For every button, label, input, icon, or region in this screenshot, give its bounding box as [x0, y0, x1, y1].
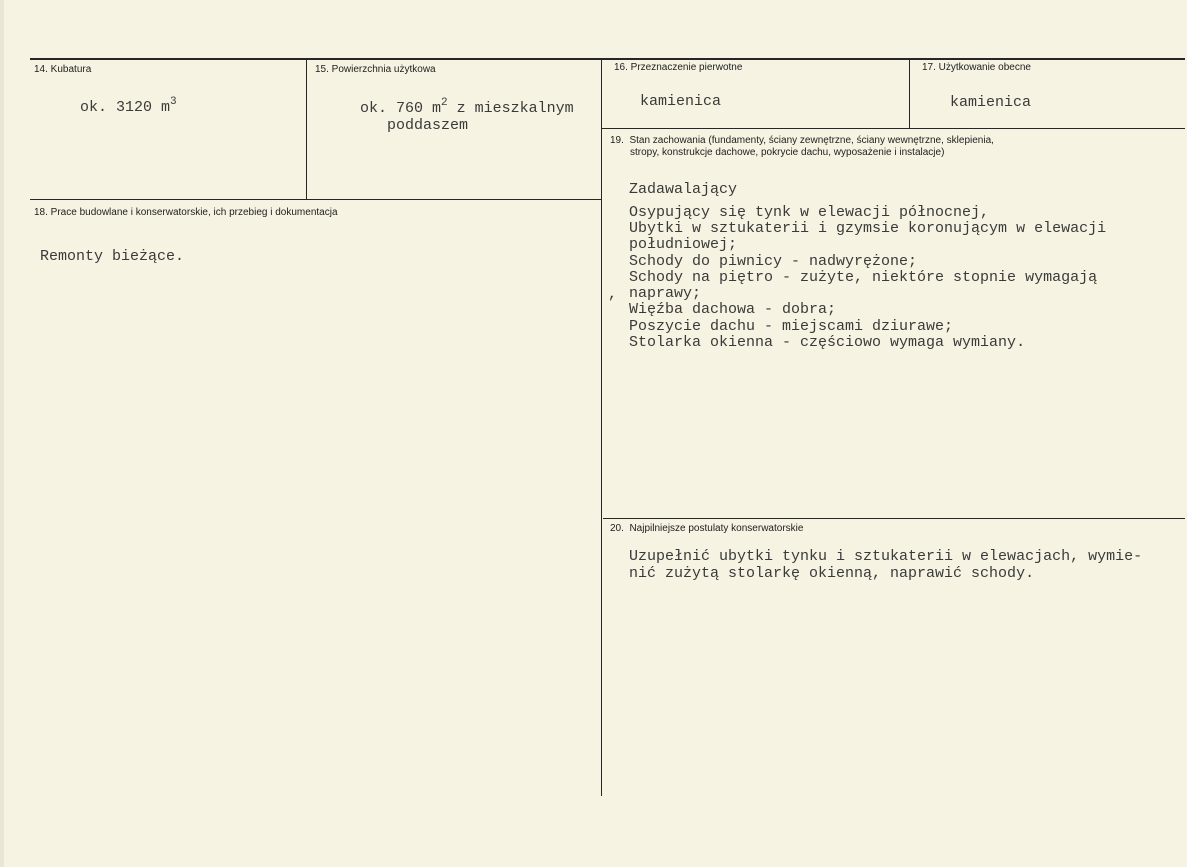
field-16-value: kamienica	[640, 93, 722, 110]
field-14-value	[80, 96, 177, 116]
field-19-line: naprawy;	[629, 285, 702, 302]
rule-under-14-15	[30, 199, 601, 200]
field-15-value-line-1	[360, 97, 574, 117]
top-rule	[30, 58, 1185, 60]
field-15-value-text: ok. 760 m	[360, 100, 442, 117]
field-19-line: Poszycie dachu - miejscami dziurawe;	[629, 318, 954, 335]
field-19-line: Osypujący się tynk w elewacji północnej,	[629, 204, 990, 221]
field-19-margin-mark: ,	[608, 286, 618, 303]
field-18-value: Remonty bieżące.	[40, 248, 185, 265]
field-19-line: południowej;	[629, 236, 738, 253]
center-divider	[601, 59, 602, 796]
field-20-label: 20. Najpilniejsze postulaty konserwatorskie	[610, 523, 804, 534]
field-19-line: Stolarka okienna - częściowo wymaga wymiany.	[629, 334, 1026, 351]
field-14-label: 14. Kubatura	[34, 64, 92, 75]
rule-under-16-17	[601, 128, 1185, 129]
field-15-label: 15. Powierzchnia użytkowa	[315, 64, 436, 75]
field-19-line: Więźba dachowa - dobra;	[629, 301, 837, 318]
field-15-unit-exponent: 2	[441, 97, 448, 109]
field-17-value: kamienica	[950, 94, 1032, 111]
field-17-label: 17. Użytkowanie obecne	[922, 62, 1031, 73]
field-14-unit-exponent: 3	[170, 96, 177, 108]
field-16-label: 16. Przeznaczenie pierwotne	[614, 62, 743, 73]
field-15-value-line-2: poddaszem	[387, 117, 469, 134]
rule-above-20	[603, 518, 1185, 519]
divider-16-17	[909, 59, 910, 129]
field-20-line: Uzupełnić ubytki tynku i sztukaterii w elewacjach, wymie-	[629, 548, 1143, 565]
card-left-edge	[0, 0, 4, 867]
divider-14-15	[306, 59, 307, 200]
field-19-line: Schody do piwnicy - nadwyrężone;	[629, 253, 918, 270]
field-19-label-line-1: 19. Stan zachowania (fundamenty, ściany zewnętrzne, ściany wewnętrzne, sklepienia,	[610, 135, 994, 146]
card-right-edge	[1187, 0, 1199, 867]
field-19-line: Schody na piętro - zużyte, niektóre stopnie wymagają	[629, 269, 1098, 286]
field-20-line: nić zużytą stolarkę okienną, naprawić schody.	[629, 565, 1035, 582]
field-19-label-line-2: stropy, konstrukcje dachowe, pokrycie dachu, wyposażenie i instalacje)	[630, 147, 945, 158]
field-19-heading: Zadawalający	[629, 181, 738, 198]
field-14-value-text: ok. 3120 m	[80, 99, 171, 116]
field-15-value-suffix: z mieszkalnym	[447, 100, 574, 117]
field-19-line: Ubytki w sztukaterii i gzymsie koronującym w elewacji	[629, 220, 1107, 237]
field-18-label: 18. Prace budowlane i konserwatorskie, ich przebieg i dokumentacja	[34, 207, 338, 218]
